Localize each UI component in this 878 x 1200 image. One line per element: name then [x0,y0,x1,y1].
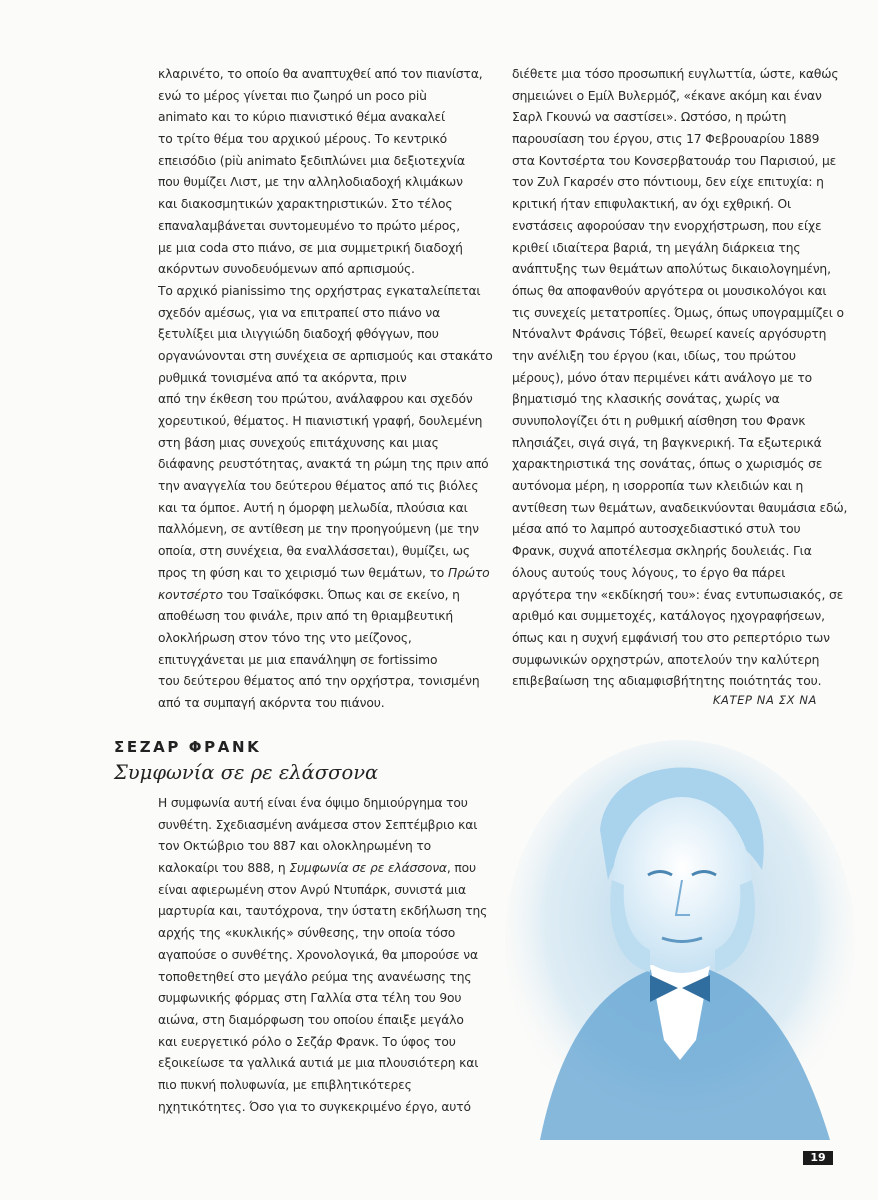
text-line-with-italic [158,563,493,585]
text-line: την αναγγελία του δεύτερου θέματος από τις βιόλες [158,479,479,494]
text-line: ξετυλίξει μια ιλιγγιώδη διαδοχή φθόγγων, που [158,327,439,342]
text-line: τις συνεχείς μετατροπίες. Όμως, όπως υπογραμμίζει ο [512,305,844,320]
text-line: ακόρντων συνοδευόμενων από αρπισμούς. [158,262,415,277]
composer-portrait [500,740,860,1140]
text-line: κλαρινέτο, το οποίο θα αναπτυχθεί από τον πιανίστα, [158,67,483,81]
text-line: αποθέωση του φινάλε, πριν από τη θριαμβευτική [158,609,454,624]
text-line: επεισόδιο (più animato ξεδιπλώνει μια δεξιοτεχνία [158,153,465,168]
text-line: ενώ το μέρος γίνεται πιο ζωηρό un poco più [158,88,427,103]
page-number: 19 [803,1151,833,1165]
text-line: ανάπτυξης των θεμάτων απολύτως δικαιολογημένη, [512,262,831,277]
text-segment: καλοκαίρι του 888, η [158,861,290,876]
text-line: όλους αυτούς τους λόγους, το έργο θα πάρει [512,565,786,580]
text-line-with-italic [158,585,493,607]
text-line: ηχητικότητες. Όσο για το συγκεκριμένο έργο, αυτό [158,1099,471,1114]
text-line: πιο πυκνή πολυφωνία, με επιβλητικότερες [158,1077,412,1092]
text-line: από την έκθεση του πρώτου, ανάλαφρου και σχεδόν [158,392,473,407]
text-line: το τρίτο θέμα του αρχικού μέρους. Το κεντρικό [158,132,448,147]
text-line: οργανώνονται στη συνέχεια σε αρπισμούς και στακάτο [158,348,493,363]
italic-work-title: κοντσέρτο [158,587,223,602]
text-line: είναι αφιερωμένη στον Ανρύ Ντυπάρκ, συνιστά μια [158,882,466,897]
text-column-right-top [512,64,847,693]
text-line: όπως και η συχνή εμφάνισή του στο ρεπερτόριο των [512,630,830,645]
text-line: αντίθεση των θεμάτων, αναδεικνύονται θαυμάσια εδώ, [512,500,848,515]
text-segment: , που [446,861,477,876]
text-line: επιτυγχάνεται με μια επανάληψη σε fortissimo [158,652,438,667]
text-line: επιβεβαίωση της αδιαμφισβήτητης ποιότητάς του. [512,674,822,689]
text-line: οποία, στη συνέχεια, θα εναλλάσσεται), θυμίζει, ως [158,544,470,559]
text-line-with-italic [158,858,487,880]
text-column-left-bottom [158,793,487,1118]
text-line: που θυμίζει Λιστ, με την αλληλοδιαδοχή κλιμάκων [158,175,463,190]
text-line: μαρτυρία και, ταυτόχρονα, την ύστατη εκδήλωση της [158,904,488,919]
text-line: Η συμφωνία αυτή είναι ένα όψιμο δημιούργημα του [158,796,468,810]
text-line: Ντόναλντ Φράνσις Τόβεϊ, θεωρεί κανείς αργόσυρτη [512,327,827,342]
text-line: αργότερα την «εκδίκησή του»: ένας εντυπωσιακός, σε [512,587,844,602]
text-line: ολοκλήρωση στον τόνο της ντο μείζονος, [158,630,412,645]
text-line: ρυθμικά τονισμένα από τα ακόρντα, πριν [158,370,407,385]
text-line: σημειώνει ο Εμίλ Βυλερμόζ, «έκανε ακόμη και έναν [512,88,822,103]
text-line: όπως θα αποφανθούν αργότερα οι μουσικολόγοι και [512,283,827,298]
text-line: από τα συμπαγή ακόρντα του πιάνου. [158,695,385,710]
text-line: αιώνα, στη διαμόρφωση του οποίου έπαιξε μεγάλο [158,1012,464,1027]
composer-name: ΣΕΖΑΡ ΦΡΑΝΚ [114,738,262,756]
text-line: στη βάση μιας συνεχούς επιτάχυνσης και μιας [158,435,439,450]
work-title: Συμφωνία σε ρε ελάσσονα [114,761,379,784]
text-line: παλλόμενη, σε αντίθεση με την προηγούμενη (με την [158,522,479,537]
text-column-left-top [158,64,493,715]
italic-work-title: Πρώτο [447,565,490,580]
text-line: Φρανκ, συχνά αποτέλεσμα σκληρής δουλειάς. Για [512,544,812,559]
text-line: συμφωνικής φόρμας στη Γαλλία στα τέλη του 9ου [158,991,462,1006]
text-line: την ανέλιξη του έργου (και, ιδίως, του πρώτου [512,348,796,363]
text-line: αγαπούσε ο συνθέτης. Χρονολογικά, θα μπορούσε να [158,947,478,962]
text-line: κριθεί ιδιαίτερα βαριά, τη μεγάλη διάρκεια της [512,240,801,255]
text-line: παρουσίαση του έργου, στις 17 Φεβρουαρίου 1889 [512,132,820,147]
text-line: ενστάσεις αφορούσαν την ενορχήστρωση, που είχε [512,218,822,233]
section-heading [114,737,378,786]
text-line: μέρους), μόνο όταν περιμένει κάτι ανάλογο με το [512,370,812,385]
text-line: πλησιάζει, σιγά σιγά, τη βαγκνερική. Τα εξωτερικά [512,435,822,450]
text-line: σχεδόν αμέσως, για να επιτραπεί στο πιάνο να [158,305,441,320]
text-line: συνθέτη. Σχεδιασμένη ανάμεσα στον Σεπτέμβριο και [158,817,478,832]
text-line: τοποθετηθεί στο μεγάλο ρεύμα της ανανέωσης της [158,969,472,984]
italic-work-title: Συμφωνία σε ρε ελάσσονα [289,861,447,876]
text-line: και διακοσμητικών χαρακτηριστικών. Στο τέλος [158,197,453,212]
text-segment: του Τσαϊκόφσκι. Όπως και σε εκείνο, η [222,587,460,602]
text-line: Το αρχικό pianissimo της ορχήστρας εγκαταλείπεται [158,283,481,298]
text-line: τον Οκτώβριο του 887 και ολοκληρωμένη το [158,839,432,854]
text-line: αυτόνομα μέρη, η ισορροπία των κλειδιών και η [512,479,804,494]
author-signature: ΚΑΤΕΡ ΝΑ ΣΧ ΝΑ [712,693,817,707]
text-line: βηματισμό της κλασικής σονάτας, χωρίς να [512,392,780,407]
text-line: τον Ζυλ Γκαρσέν στο πόντιουμ, δεν είχε επιτυχία: η [512,175,824,190]
text-line: με μια coda στο πιάνο, σε μια συμμετρική διαδοχή [158,240,463,255]
text-line: μέσα από το λαμπρό αυτοσχεδιαστικό στυλ του [512,522,801,537]
text-line: συνυπολογίζει ότι η ρυθμική αίσθηση του Φρανκ [512,414,806,428]
text-line: αρχής της «κυκλικής» σύνθεσης, την οποία τόσο [158,926,456,941]
text-line: και ευεργετικό ρόλο ο Σεζάρ Φρανκ. Το ύφος του [158,1034,456,1049]
text-line: εξοικείωσε τα γαλλικά αυτιά με μια πλουσιότερη και [158,1056,479,1071]
text-line: animato και το κύριο πιανιστικό θέμα ανακαλεί [158,110,446,125]
text-line: διάφανης ρευστότητας, ανακτά τη ρώμη της πριν από [158,457,489,472]
text-line: και τα όμποε. Αυτή η όμορφη μελωδία, πλούσια και [158,500,468,515]
text-line: του δεύτερου θέματος από την ορχήστρα, τονισμένη [158,674,480,689]
text-line: Σαρλ Γκουνώ να σαστίσει». Ωστόσο, η πρώτη [512,110,787,125]
text-line: διέθετε μια τόσο προσωπική ευγλωττία, ώστε, καθώς [512,67,839,81]
text-line: χορευτικού, θέματος. Η πιανιστική γραφή, δουλεμένη [158,414,483,428]
text-line: κριτική ήταν επιφυλακτική, αν όχι εχθρική. Οι [512,197,792,212]
text-line: στα Κοντσέρτα του Κονσερβατουάρ του Παρισιού, με [512,153,837,168]
text-line: αριθμό και συμμετοχές, κατάλογος ηχογραφήσεων, [512,609,825,624]
text-line: χαρακτηριστικά της σονάτας, όπως ο χωρισμός σε [512,457,823,472]
text-line: επαναλαμβάνεται συντομευμένο το πρώτο μέρος, [158,218,460,233]
text-segment: προς τη φύση και το χειρισμό των θεμάτων, το [158,565,448,580]
text-line: συμφωνικών ορχηστρών, αποτελούν την καλύτερη [512,652,820,667]
